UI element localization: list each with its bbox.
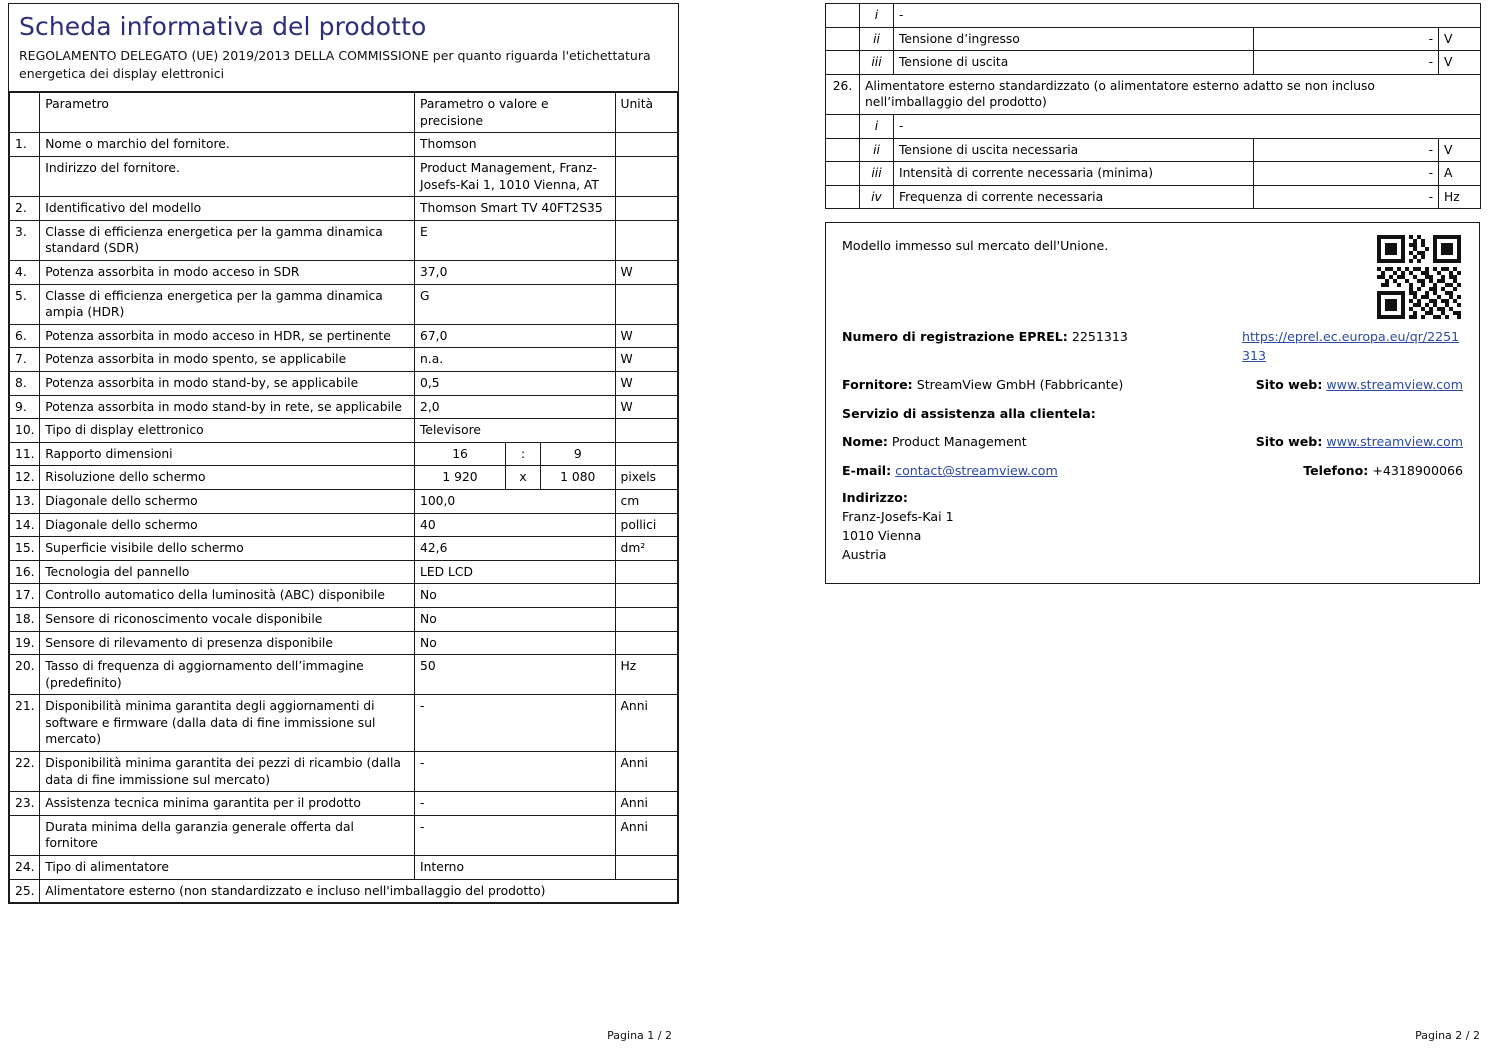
- eprel-label: Numero di registrazione EPREL:: [842, 328, 1068, 344]
- row-value: 42,6: [415, 537, 616, 561]
- address-line-3: Austria: [842, 546, 887, 562]
- email-link[interactable]: contact@streamview.com: [895, 463, 1058, 479]
- row-value: 2,0: [415, 395, 616, 419]
- address-label: Indirizzo:: [842, 490, 908, 506]
- row-unit: pixels: [615, 466, 677, 490]
- supplier-info-box: [825, 222, 1480, 584]
- table-row-resolution: [10, 466, 678, 490]
- row-unit: W: [615, 348, 677, 372]
- row-label: Tensione di uscita: [894, 51, 1254, 75]
- row-param: Superficie visibile dello schermo: [40, 537, 415, 561]
- row-value: Thomson Smart TV 40FT2S35: [415, 197, 616, 221]
- aspect-b: 9: [541, 443, 615, 466]
- phone-value: +4318900066: [1372, 463, 1463, 479]
- external-psu-table: [825, 3, 1481, 209]
- row-unit: pollici: [615, 513, 677, 537]
- website-label: Sito web:: [1255, 376, 1323, 392]
- row-unit: [615, 133, 677, 157]
- supplier-label: Fornitore:: [842, 376, 913, 392]
- row-value: -: [415, 752, 616, 792]
- support-contact-row: [842, 462, 1463, 481]
- table-row: [10, 792, 678, 816]
- row-param: Disponibilità minima garantita dei pezzi di ricambio (dalla data di fine immissione sul mercato): [40, 752, 415, 792]
- row-value: 0,5: [415, 371, 616, 395]
- row-roman: i: [860, 4, 894, 28]
- header-value: Parametro o valore e precisione: [415, 93, 616, 133]
- support-phone: [1303, 462, 1463, 481]
- row-unit: W: [615, 324, 677, 348]
- row-value: 67,0: [415, 324, 616, 348]
- row-label: -: [894, 114, 1481, 138]
- support-website-label: Sito web:: [1255, 434, 1323, 450]
- resolution-subtable: [415, 466, 615, 489]
- row-unit: [615, 856, 677, 880]
- row-unit: [615, 197, 677, 221]
- phone-label: Telefono:: [1303, 463, 1369, 479]
- row-unit: V: [1439, 51, 1481, 75]
- name-label: Nome:: [842, 434, 888, 450]
- row-param: Tipo di display elettronico: [40, 419, 415, 443]
- row-num: 20.: [10, 655, 40, 695]
- row-unit: [615, 220, 677, 260]
- row-value: -: [415, 815, 616, 855]
- supplier-value: StreamView GmbH (Fabbricante): [916, 376, 1124, 392]
- row-param: Potenza assorbita in modo acceso in SDR: [40, 261, 415, 285]
- row-unit: [615, 284, 677, 324]
- row-unit: Anni: [615, 752, 677, 792]
- row-label: Frequenza di corrente necessaria: [894, 185, 1254, 209]
- row-num: [826, 27, 860, 51]
- row-label: Intensità di corrente necessaria (minima): [894, 162, 1254, 186]
- table-row: [10, 489, 678, 513]
- row-value: n.a.: [415, 348, 616, 372]
- row-value: No: [415, 584, 616, 608]
- row-num: 22.: [10, 752, 40, 792]
- support-title-text: Servizio di assistenza alla clientela:: [842, 405, 1096, 421]
- row-num: 14.: [10, 513, 40, 537]
- spec-table-top: [9, 92, 678, 903]
- table-row: [10, 261, 678, 285]
- row-unit: Anni: [615, 792, 677, 816]
- email-label: E-mail:: [842, 463, 892, 479]
- eprel-value: 2251313: [1071, 328, 1128, 344]
- resolution-separator: x: [506, 466, 541, 489]
- row-value: E: [415, 220, 616, 260]
- row-value: 37,0: [415, 261, 616, 285]
- aspect-a: 16: [415, 443, 506, 466]
- row-num: [10, 815, 40, 855]
- header-num: [10, 93, 40, 133]
- row-label: Tensione di uscita necessaria: [894, 138, 1254, 162]
- row-param: Potenza assorbita in modo stand-by, se applicabile: [40, 371, 415, 395]
- table-row: [10, 419, 678, 443]
- row-value: No: [415, 631, 616, 655]
- aspect-separator: :: [506, 443, 541, 466]
- resolution-width: 1 920: [415, 466, 506, 489]
- row-value: 100,0: [415, 489, 616, 513]
- table-row: [826, 162, 1481, 186]
- row-unit: [615, 584, 677, 608]
- aspect-ratio-subtable: [415, 443, 615, 466]
- row-param: Nome o marchio del fornitore.: [40, 133, 415, 157]
- row-unit: [615, 631, 677, 655]
- row-num: 1.: [10, 133, 40, 157]
- row-num: 7.: [10, 348, 40, 372]
- page-footer-2: Pagina 2 / 2: [1415, 1029, 1480, 1042]
- table-row: [10, 631, 678, 655]
- row-value: -: [415, 695, 616, 752]
- table-row-aspect-ratio: [10, 442, 678, 466]
- table-row: [10, 560, 678, 584]
- address-block: [842, 489, 1463, 565]
- row-num: [826, 4, 860, 28]
- row-unit: [615, 442, 677, 466]
- resolution-height: 1 080: [541, 466, 615, 489]
- row-param: Tipo di alimentatore: [40, 856, 415, 880]
- eprel-link[interactable]: https://eprel.ec.europa.eu/qr/2251313: [1242, 328, 1460, 363]
- qr-code: [1377, 235, 1461, 319]
- page-footer-1: Pagina 1 / 2: [607, 1029, 672, 1042]
- table-row: [826, 114, 1481, 138]
- row-roman: iii: [860, 162, 894, 186]
- row-unit: W: [615, 261, 677, 285]
- row-label: Alimentatore esterno standardizzato (o alimentatore esterno adatto se non incluso nell’imballaggio del prodotto): [860, 74, 1481, 114]
- row-unit: A: [1439, 162, 1481, 186]
- table-row: [826, 4, 1481, 28]
- row-param: Indirizzo del fornitore.: [40, 157, 415, 197]
- supplier-row: [842, 376, 1463, 395]
- row-value: Product Management, Franz-Josefs-Kai 1, 1010 Vienna, AT: [415, 157, 616, 197]
- row-value: -: [1254, 185, 1439, 209]
- table-row: [10, 371, 678, 395]
- row-num: 4.: [10, 261, 40, 285]
- row-num: 26.: [826, 74, 860, 114]
- row-value: -: [1254, 27, 1439, 51]
- row-unit: W: [615, 395, 677, 419]
- row-unit: W: [615, 371, 677, 395]
- row-param: Classe di efficienza energetica per la gamma dinamica ampia (HDR): [40, 284, 415, 324]
- row-unit: V: [1439, 27, 1481, 51]
- row-param: Disponibilità minima garantita degli aggiornamenti di software e firmware (dalla data di fine immissione sul mercato): [40, 695, 415, 752]
- row-num: 5.: [10, 284, 40, 324]
- name-value: Product Management: [891, 434, 1027, 450]
- row-unit: Hz: [1439, 185, 1481, 209]
- support-website-link[interactable]: www.streamview.com: [1326, 434, 1463, 450]
- row-unit: [615, 419, 677, 443]
- header-unit: Unità: [615, 93, 677, 133]
- table-row-26: [826, 74, 1481, 114]
- row-param: Sensore di rilevamento di presenza disponibile: [40, 631, 415, 655]
- product-sheet-frame: [8, 3, 679, 904]
- row-num: 21.: [10, 695, 40, 752]
- row-roman: ii: [860, 27, 894, 51]
- page-title: Scheda informativa del prodotto: [19, 12, 427, 41]
- row-num: 6.: [10, 324, 40, 348]
- table-row: [10, 284, 678, 324]
- row-num: 18.: [10, 607, 40, 631]
- supplier-website: [1256, 376, 1463, 395]
- row-param: Risoluzione dello schermo: [40, 466, 415, 490]
- row-num: 8.: [10, 371, 40, 395]
- eprel-registration: [842, 328, 1242, 366]
- address-line-1: Franz-Josefs-Kai 1: [842, 509, 954, 525]
- eprel-link-wrap: [1242, 328, 1463, 366]
- document-page-2: [750, 0, 1500, 1050]
- eprel-row: [842, 328, 1463, 366]
- row-num: [826, 162, 860, 186]
- row-num: 15.: [10, 537, 40, 561]
- row-num: 24.: [10, 856, 40, 880]
- row-num: 13.: [10, 489, 40, 513]
- table-row: [10, 395, 678, 419]
- row-value: G: [415, 284, 616, 324]
- row-num: [826, 114, 860, 138]
- support-name: [842, 433, 1242, 452]
- row-value: No: [415, 607, 616, 631]
- row-param: Tecnologia del pannello: [40, 560, 415, 584]
- row-num: 11.: [10, 442, 40, 466]
- table-row: [10, 324, 678, 348]
- row-num: 23.: [10, 792, 40, 816]
- row-num: 12.: [10, 466, 40, 490]
- row-unit: [615, 560, 677, 584]
- row-param: Diagonale dello schermo: [40, 513, 415, 537]
- row-param: Potenza assorbita in modo acceso in HDR, se pertinente: [40, 324, 415, 348]
- row-num: 9.: [10, 395, 40, 419]
- row-param: Identificativo del modello: [40, 197, 415, 221]
- row-param: Tasso di frequenza di aggiornamento dell’immagine (predefinito): [40, 655, 415, 695]
- support-website: [1256, 433, 1463, 452]
- market-note: Modello immesso sul mercato dell'Unione.: [842, 238, 1109, 253]
- row-num: 25.: [10, 879, 40, 903]
- row-unit: V: [1439, 138, 1481, 162]
- row-value: -: [415, 792, 616, 816]
- row-num: [826, 51, 860, 75]
- row-param: Assistenza tecnica minima garantita per il prodotto: [40, 792, 415, 816]
- row-num: 2.: [10, 197, 40, 221]
- table-row: [10, 752, 678, 792]
- supplier-info: [842, 376, 1242, 395]
- row-num: [826, 185, 860, 209]
- row-value: 50: [415, 655, 616, 695]
- table-row: [10, 695, 678, 752]
- row-value: 40: [415, 513, 616, 537]
- row-num: 3.: [10, 220, 40, 260]
- row-num: 10.: [10, 419, 40, 443]
- row-num: 16.: [10, 560, 40, 584]
- row-num: 17.: [10, 584, 40, 608]
- row-value: Thomson: [415, 133, 616, 157]
- table-row: [10, 133, 678, 157]
- table-row: [826, 27, 1481, 51]
- row-unit: Anni: [615, 695, 677, 752]
- address-line-2: 1010 Vienna: [842, 528, 922, 544]
- row-num: [10, 157, 40, 197]
- row-num: 19.: [10, 631, 40, 655]
- row-value: Interno: [415, 856, 616, 880]
- table-row: [10, 584, 678, 608]
- row-unit: dm²: [615, 537, 677, 561]
- table-row: [10, 220, 678, 260]
- table-row: [826, 185, 1481, 209]
- row-value: LED LCD: [415, 560, 616, 584]
- row-roman: iv: [860, 185, 894, 209]
- row-param: Diagonale dello schermo: [40, 489, 415, 513]
- row-param: Controllo automatico della luminosità (ABC) disponibile: [40, 584, 415, 608]
- table-row-25: [10, 879, 678, 903]
- row-param: Rapporto dimensioni: [40, 442, 415, 466]
- row-value: -: [1254, 51, 1439, 75]
- table-row: [10, 655, 678, 695]
- row-value: Televisore: [415, 419, 616, 443]
- title-block: [9, 4, 678, 92]
- table-header-row: [10, 93, 678, 133]
- table-row: [826, 138, 1481, 162]
- support-name-row: [842, 433, 1463, 452]
- table-row: [826, 51, 1481, 75]
- table-row: [10, 856, 678, 880]
- row-unit: [615, 607, 677, 631]
- table-row: [10, 607, 678, 631]
- table-row: [10, 537, 678, 561]
- table-row: [10, 348, 678, 372]
- table-row: [10, 513, 678, 537]
- row-label: Tensione d’ingresso: [894, 27, 1254, 51]
- row-value: -: [1254, 162, 1439, 186]
- row-roman: i: [860, 114, 894, 138]
- regulation-subtitle: REGOLAMENTO DELEGATO (UE) 2019/2013 DELLA COMMISSIONE per quanto riguarda l'etichettatura energetica dei display elettronici: [19, 48, 651, 82]
- row-unit: cm: [615, 489, 677, 513]
- row-unit: [615, 157, 677, 197]
- table-row: [10, 197, 678, 221]
- row-param: Alimentatore esterno (non standardizzato e incluso nell'imballaggio del prodotto): [40, 879, 678, 903]
- row-roman: iii: [860, 51, 894, 75]
- row-label: -: [894, 4, 1481, 28]
- row-value: -: [1254, 138, 1439, 162]
- support-title: [842, 405, 1463, 424]
- table-row: [10, 157, 678, 197]
- row-unit: Anni: [615, 815, 677, 855]
- row-param: Sensore di riconoscimento vocale disponibile: [40, 607, 415, 631]
- header-parameter: Parametro: [40, 93, 415, 133]
- website-link[interactable]: www.streamview.com: [1326, 376, 1463, 392]
- row-param: Potenza assorbita in modo spento, se applicabile: [40, 348, 415, 372]
- row-param: Durata minima della garanzia generale offerta dal fornitore: [40, 815, 415, 855]
- row-param: Classe di efficienza energetica per la gamma dinamica standard (SDR): [40, 220, 415, 260]
- row-param: Potenza assorbita in modo stand-by in rete, se applicabile: [40, 395, 415, 419]
- support-email: [842, 462, 1242, 481]
- row-num: [826, 138, 860, 162]
- table-row: [10, 815, 678, 855]
- row-roman: ii: [860, 138, 894, 162]
- row-unit: Hz: [615, 655, 677, 695]
